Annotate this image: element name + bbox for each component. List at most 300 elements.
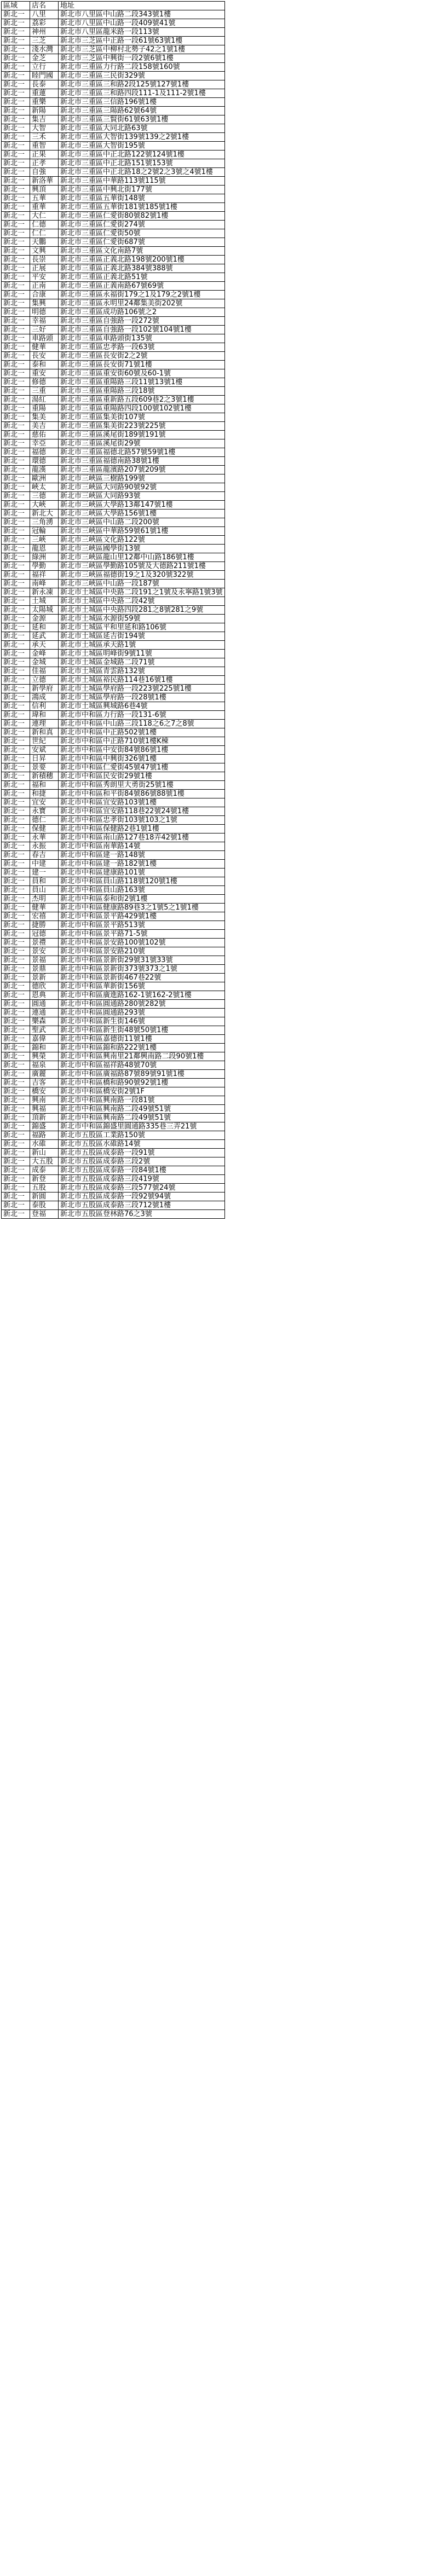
table-row: [2, 142, 225, 150]
table-row: [2, 763, 225, 772]
cell-address: 新北市土城區水源街59號: [59, 615, 225, 623]
cell-address: 新北市三重區文化南路7號: [59, 247, 225, 256]
cell-address: 新北市土城區明峰街9號11號: [59, 650, 225, 658]
cell-store: 新積穗: [30, 772, 59, 781]
table-row: [2, 527, 225, 536]
cell-area: 新北一: [2, 1193, 30, 1201]
cell-store: 新圓: [30, 1193, 59, 1201]
cell-area: 新北一: [2, 623, 30, 632]
table-row: [2, 1026, 225, 1035]
table-row: [2, 501, 225, 510]
cell-area: 新北一: [2, 501, 30, 510]
cell-store: 仁仁: [30, 229, 59, 238]
cell-store: 建一: [30, 869, 59, 877]
table-row: [2, 334, 225, 343]
cell-store: 延和: [30, 623, 59, 632]
cell-address: 新北市三峽區中山路一段187號: [59, 580, 225, 588]
cell-address: 新北市三芝區中正路一段61號63號1樓: [59, 37, 225, 45]
cell-store: 重樂: [30, 98, 59, 107]
cell-address: 新北市八里區中山路一段409號41號: [59, 19, 225, 28]
cell-address: 新北市中和區嘉德街11號1樓: [59, 1035, 225, 1044]
table-row: [2, 798, 225, 807]
table-row: [2, 562, 225, 571]
cell-address: 新北市中和區福祥路48號70號: [59, 1061, 225, 1070]
table-row: [2, 396, 225, 404]
cell-area: 新北一: [2, 1105, 30, 1114]
cell-address: 新北市土城區興城路6巷4號: [59, 702, 225, 711]
cell-area: 新北一: [2, 72, 30, 80]
cell-address: 新北市五股區成泰路三段712號1樓: [59, 1201, 225, 1210]
cell-address: 新北市中和區圓通路293號: [59, 1009, 225, 1017]
table-row: [2, 317, 225, 326]
cell-store: 福德: [30, 448, 59, 457]
table-row: [2, 685, 225, 693]
table-row: [2, 1149, 225, 1157]
cell-area: 新北一: [2, 326, 30, 334]
cell-store: 車路頭: [30, 334, 59, 343]
cell-area: 新北一: [2, 693, 30, 702]
table-row: [2, 326, 225, 334]
cell-address: 新北市三重區中興北街177號: [59, 186, 225, 194]
cell-store: 新山: [30, 1149, 59, 1157]
cell-area: 新北一: [2, 124, 30, 133]
table-row: [2, 816, 225, 825]
cell-area: 新北一: [2, 1175, 30, 1184]
cell-store: 睦門國: [30, 72, 59, 80]
cell-address: 新北市三重區集美街223號225號: [59, 422, 225, 431]
cell-address: 新北市土城區學府路一段223號225號1樓: [59, 685, 225, 693]
cell-area: 新北一: [2, 186, 30, 194]
table-row: [2, 571, 225, 580]
cell-area: 新北一: [2, 816, 30, 825]
cell-area: 新北一: [2, 798, 30, 807]
table-row: [2, 1009, 225, 1017]
cell-store: 環德: [30, 457, 59, 466]
table-row: [2, 746, 225, 755]
cell-area: 新北一: [2, 282, 30, 291]
cell-store: 修德: [30, 378, 59, 387]
table-row: [2, 343, 225, 352]
table-row: [2, 10, 225, 19]
cell-store: 世紀: [30, 737, 59, 746]
cell-store: 神州: [30, 28, 59, 37]
table-row: [2, 159, 225, 168]
cell-store: 連理: [30, 720, 59, 728]
cell-store: 幸福: [30, 317, 59, 326]
cell-area: 新北一: [2, 273, 30, 282]
table-row: [2, 702, 225, 711]
cell-address: 新北市三芝區中柳村北勢子42之1號1樓: [59, 45, 225, 54]
document: [1, 1, 225, 1219]
table-row: [2, 1166, 225, 1175]
cell-store: 自強: [30, 168, 59, 177]
table-row: [2, 474, 225, 483]
table-row: [2, 641, 225, 650]
cell-store: 新永凍: [30, 588, 59, 597]
cell-area: 新北一: [2, 238, 30, 247]
cell-area: 新北一: [2, 299, 30, 308]
cell-store: 安斌: [30, 746, 59, 755]
cell-area: 新北一: [2, 676, 30, 685]
cell-address: 新北市中和區南山路127巷18弄42號1樓: [59, 833, 225, 842]
table-row: [2, 229, 225, 238]
cell-area: 新北一: [2, 746, 30, 755]
cell-address: 新北市五股區成泰路三段2號: [59, 1157, 225, 1166]
table-row: [2, 860, 225, 869]
cell-store: 泰和: [30, 361, 59, 369]
cell-area: 新北一: [2, 615, 30, 623]
cell-area: 新北一: [2, 921, 30, 930]
table-row: [2, 308, 225, 317]
cell-store: 綠洲: [30, 553, 59, 562]
cell-store: 連通: [30, 1009, 59, 1017]
cell-store: 金城: [30, 658, 59, 667]
cell-address: 新北市三峽區文化路122號: [59, 536, 225, 545]
cell-area: 新北一: [2, 790, 30, 798]
table-row: [2, 221, 225, 229]
cell-store: 嘉偉: [30, 1035, 59, 1044]
cell-address: 新北市三重區永福街179之1及179之2號1樓: [59, 291, 225, 299]
header-address: 地址: [59, 2, 225, 10]
cell-area: 新北一: [2, 641, 30, 650]
cell-address: 新北市三峽區大同路90號92號: [59, 483, 225, 492]
table-row: [2, 107, 225, 115]
cell-area: 新北一: [2, 527, 30, 536]
cell-area: 新北一: [2, 1000, 30, 1009]
table-row: [2, 1052, 225, 1061]
cell-store: 福和: [30, 781, 59, 790]
table-row: [2, 448, 225, 457]
cell-area: 新北一: [2, 536, 30, 545]
table-row: [2, 1140, 225, 1149]
cell-area: 新北一: [2, 264, 30, 273]
cell-store: 集美: [30, 413, 59, 422]
cell-address: 新北市土城區中央路二段42號: [59, 597, 225, 606]
cell-area: 新北一: [2, 632, 30, 641]
cell-store: 員山: [30, 886, 59, 895]
cell-address: 新北市三重區三賢街61號63號1樓: [59, 115, 225, 124]
cell-address: 新北市中和區景平路429號1樓: [59, 912, 225, 921]
table-row: [2, 1017, 225, 1026]
cell-address: 新北市中和區秀朗里大勇街25號1樓: [59, 781, 225, 790]
cell-store: 新和真: [30, 728, 59, 737]
table-row: [2, 256, 225, 264]
cell-area: 新北一: [2, 483, 30, 492]
cell-area: 新北一: [2, 860, 30, 869]
cell-address: 新北市中和區景安路100號102號: [59, 939, 225, 947]
cell-store: 立德: [30, 676, 59, 685]
cell-store: 金芝: [30, 54, 59, 63]
table-row: [2, 168, 225, 177]
cell-address: 新北市三重區忠孝路一段63號: [59, 343, 225, 352]
cell-store: 湯紅: [30, 396, 59, 404]
table-row: [2, 991, 225, 1000]
table-row: [2, 553, 225, 562]
cell-area: 新北一: [2, 247, 30, 256]
table-row: [2, 1070, 225, 1079]
cell-area: 新北一: [2, 317, 30, 326]
cell-area: 新北一: [2, 107, 30, 115]
cell-address: 新北市三重區三陽路62號64號: [59, 107, 225, 115]
cell-address: 新北市中和區力行路一段131-6號: [59, 711, 225, 720]
table-row: [2, 982, 225, 991]
cell-store: 佳福: [30, 667, 59, 676]
cell-store: 德欣: [30, 982, 59, 991]
cell-address: 新北市中和區員山路118號120號1樓: [59, 877, 225, 886]
table-row: [2, 974, 225, 982]
cell-address: 新北市三重區自強路一段102號104號1樓: [59, 326, 225, 334]
cell-store: 三角湧: [30, 518, 59, 527]
cell-address: 新北市三重區中正北路151號153號: [59, 159, 225, 168]
cell-store: 成泰: [30, 1166, 59, 1175]
table-row: [2, 536, 225, 545]
cell-address: 新北市土城區平和里延和路106號: [59, 623, 225, 632]
cell-area: 新北一: [2, 474, 30, 483]
table-row: [2, 1193, 225, 1201]
cell-address: 新北市中和區宜安路103號1樓: [59, 798, 225, 807]
cell-store: 捷勝: [30, 921, 59, 930]
cell-area: 新北一: [2, 1035, 30, 1044]
cell-area: 新北一: [2, 1184, 30, 1193]
table-row: [2, 439, 225, 448]
cell-store: 新陽: [30, 107, 59, 115]
cell-address: 新北市三重區仁愛街274號: [59, 221, 225, 229]
table-row: [2, 886, 225, 895]
cell-area: 新北一: [2, 737, 30, 746]
cell-store: 八里: [30, 10, 59, 19]
cell-address: 新北市八里區龍米路一段113號: [59, 28, 225, 37]
cell-address: 新北市中和區景新街373號373之1號: [59, 965, 225, 974]
cell-address: 新北市中和區中安街84號86號1樓: [59, 746, 225, 755]
cell-area: 新北一: [2, 851, 30, 860]
cell-store: 長崇: [30, 256, 59, 264]
cell-area: 新北一: [2, 54, 30, 63]
cell-area: 新北一: [2, 1149, 30, 1157]
cell-address: 新北市中和區中興街326號1樓: [59, 755, 225, 763]
cell-area: 新北一: [2, 404, 30, 413]
cell-store: 興南: [30, 1096, 59, 1105]
cell-store: 水碓: [30, 1140, 59, 1149]
cell-address: 新北市三重區重陽路三段11號13號1樓: [59, 378, 225, 387]
table-row: [2, 623, 225, 632]
cell-area: 新北一: [2, 991, 30, 1000]
cell-area: 新北一: [2, 1114, 30, 1122]
cell-area: 新北一: [2, 562, 30, 571]
table-row: [2, 404, 225, 413]
cell-address: 新北市五股區成泰路一段92號94號: [59, 1193, 225, 1201]
cell-area: 新北一: [2, 361, 30, 369]
cell-area: 新北一: [2, 1140, 30, 1149]
cell-area: 新北一: [2, 177, 30, 186]
cell-address: 新北市三重區重安街60號及60-1號: [59, 369, 225, 378]
cell-area: 新北一: [2, 580, 30, 588]
cell-area: 新北一: [2, 256, 30, 264]
cell-store: 興福: [30, 1105, 59, 1114]
cell-area: 新北一: [2, 203, 30, 212]
cell-address: 新北市中和區新生街48號50號1樓: [59, 1026, 225, 1035]
cell-store: 錦和: [30, 1044, 59, 1052]
cell-address: 新北市五股區成泰路一段91號: [59, 1149, 225, 1157]
table-row: [2, 1105, 225, 1114]
cell-store: 宜安: [30, 798, 59, 807]
table-row: [2, 492, 225, 501]
cell-store: 保健: [30, 825, 59, 833]
table-row: [2, 37, 225, 45]
cell-store: 冠德: [30, 930, 59, 939]
cell-area: 新北一: [2, 606, 30, 615]
cell-store: 杰明: [30, 895, 59, 904]
table-row: [2, 1131, 225, 1140]
cell-address: 新北市中和區中正路502號1樓: [59, 728, 225, 737]
cell-store: 新登: [30, 1175, 59, 1184]
cell-store: 正果: [30, 150, 59, 159]
cell-store: 太陽城: [30, 606, 59, 615]
cell-area: 新北一: [2, 763, 30, 772]
cell-area: 新北一: [2, 1079, 30, 1087]
cell-store: 瑋和: [30, 711, 59, 720]
cell-address: 新北市中和區建一路182號1樓: [59, 860, 225, 869]
table-row: [2, 580, 225, 588]
cell-area: 新北一: [2, 150, 30, 159]
cell-area: 新北一: [2, 755, 30, 763]
table-row: [2, 667, 225, 676]
cell-store: 合康: [30, 291, 59, 299]
table-row: [2, 72, 225, 80]
cell-store: 美吉: [30, 422, 59, 431]
table-row: [2, 124, 225, 133]
cell-area: 新北一: [2, 1087, 30, 1096]
table-row: [2, 939, 225, 947]
cell-address: 新北市中和區景新街29號31號33號: [59, 956, 225, 965]
cell-store: 景福: [30, 956, 59, 965]
cell-store: 三禾: [30, 133, 59, 142]
table-row: [2, 177, 225, 186]
table-row: [2, 1201, 225, 1210]
cell-store: 文興: [30, 247, 59, 256]
cell-store: 三芝: [30, 37, 59, 45]
table-row: [2, 833, 225, 842]
cell-store: 春吉: [30, 851, 59, 860]
cell-address: 新北市三峽區大同路93號: [59, 492, 225, 501]
cell-address: 新北市三重區重陽路四段100號102號1樓: [59, 404, 225, 413]
cell-store: 吉客: [30, 1079, 59, 1087]
cell-address: 新北市中和區景新街467巷22號: [59, 974, 225, 982]
table-row: [2, 194, 225, 203]
cell-area: 新北一: [2, 194, 30, 203]
cell-area: 新北一: [2, 947, 30, 956]
cell-store: 永振: [30, 842, 59, 851]
table-row: [2, 518, 225, 527]
cell-address: 新北市中和區華新街156號: [59, 982, 225, 991]
cell-address: 新北市土城區青雲路132號: [59, 667, 225, 676]
cell-store: 廣麗: [30, 1070, 59, 1079]
cell-area: 新北一: [2, 168, 30, 177]
cell-area: 新北一: [2, 431, 30, 439]
cell-store: 三好: [30, 326, 59, 334]
cell-area: 新北一: [2, 1009, 30, 1017]
cell-address: 新北市三重區仁愛街80號82號1樓: [59, 212, 225, 221]
table-row: [2, 711, 225, 720]
cell-store: 天鵬: [30, 238, 59, 247]
cell-address: 新北市三重區福德南路38號1樓: [59, 457, 225, 466]
table-row: [2, 264, 225, 273]
cell-area: 新北一: [2, 667, 30, 676]
cell-area: 新北一: [2, 895, 30, 904]
header-area: 區域: [2, 2, 30, 10]
cell-area: 新北一: [2, 308, 30, 317]
cell-store: 學勤: [30, 562, 59, 571]
cell-store: 聖武: [30, 1026, 59, 1035]
cell-area: 新北一: [2, 912, 30, 921]
cell-address: 新北市三重區中華路113號115號: [59, 177, 225, 186]
cell-store: 集興: [30, 299, 59, 308]
cell-area: 新北一: [2, 1122, 30, 1131]
table-row: [2, 720, 225, 728]
cell-address: 新北市三重區正義北路198號200號1樓: [59, 256, 225, 264]
cell-area: 新北一: [2, 37, 30, 45]
cell-store: 頂新: [30, 1114, 59, 1122]
cell-address: 新北市五股區成泰路三段577號24號: [59, 1184, 225, 1193]
cell-address: 新北市三重區永明里24鄰集美街202號: [59, 299, 225, 308]
table-row: [2, 483, 225, 492]
cell-area: 新北一: [2, 352, 30, 361]
cell-address: 新北市中和區景安路210號: [59, 947, 225, 956]
cell-area: 新北一: [2, 956, 30, 965]
cell-store: 重華: [30, 203, 59, 212]
cell-address: 新北市土城區承天路1號: [59, 641, 225, 650]
cell-address: 新北市五股區成泰路一段84號1樓: [59, 1166, 225, 1175]
cell-address: 新北市土城區中央路四段281之8號281之9號: [59, 606, 225, 615]
table-row: [2, 115, 225, 124]
cell-store: 金峰: [30, 650, 59, 658]
table-row: [2, 1061, 225, 1070]
table-row: [2, 1035, 225, 1044]
cell-area: 新北一: [2, 833, 30, 842]
cell-store: 土城: [30, 597, 59, 606]
cell-area: 新北一: [2, 658, 30, 667]
table-row: [2, 904, 225, 912]
cell-address: 新北市三重區溪尾街29號: [59, 439, 225, 448]
table-row: [2, 921, 225, 930]
cell-area: 新北一: [2, 1026, 30, 1035]
cell-store: 正展: [30, 264, 59, 273]
cell-address: 新北市三重區福德北路57號59號1樓: [59, 448, 225, 457]
cell-store: 景鼎: [30, 965, 59, 974]
cell-store: 重安: [30, 369, 59, 378]
cell-address: 新北市三重區長安街71號1樓: [59, 361, 225, 369]
table-row: [2, 273, 225, 282]
cell-store: 登福: [30, 1210, 59, 1219]
header-store: 店名: [30, 2, 59, 10]
table-row: [2, 133, 225, 142]
cell-address: 新北市中和區橋安街2號1F: [59, 1087, 225, 1096]
cell-area: 新北一: [2, 396, 30, 404]
cell-store: 重蓮: [30, 89, 59, 98]
cell-address: 新北市三重區大智街195號: [59, 142, 225, 150]
cell-store: 景新: [30, 974, 59, 982]
cell-address: 新北市中和區景平路71-5號: [59, 930, 225, 939]
table-row: [2, 369, 225, 378]
cell-store: 仁德: [30, 221, 59, 229]
cell-area: 新北一: [2, 369, 30, 378]
cell-area: 新北一: [2, 939, 30, 947]
table-row: [2, 1175, 225, 1184]
cell-address: 新北市五股區成泰路三段419號: [59, 1175, 225, 1184]
header-row: [2, 2, 225, 10]
cell-store: 峽太: [30, 483, 59, 492]
cell-address: 新北市五股區水碓路14號: [59, 1140, 225, 1149]
table-row: [2, 877, 225, 886]
